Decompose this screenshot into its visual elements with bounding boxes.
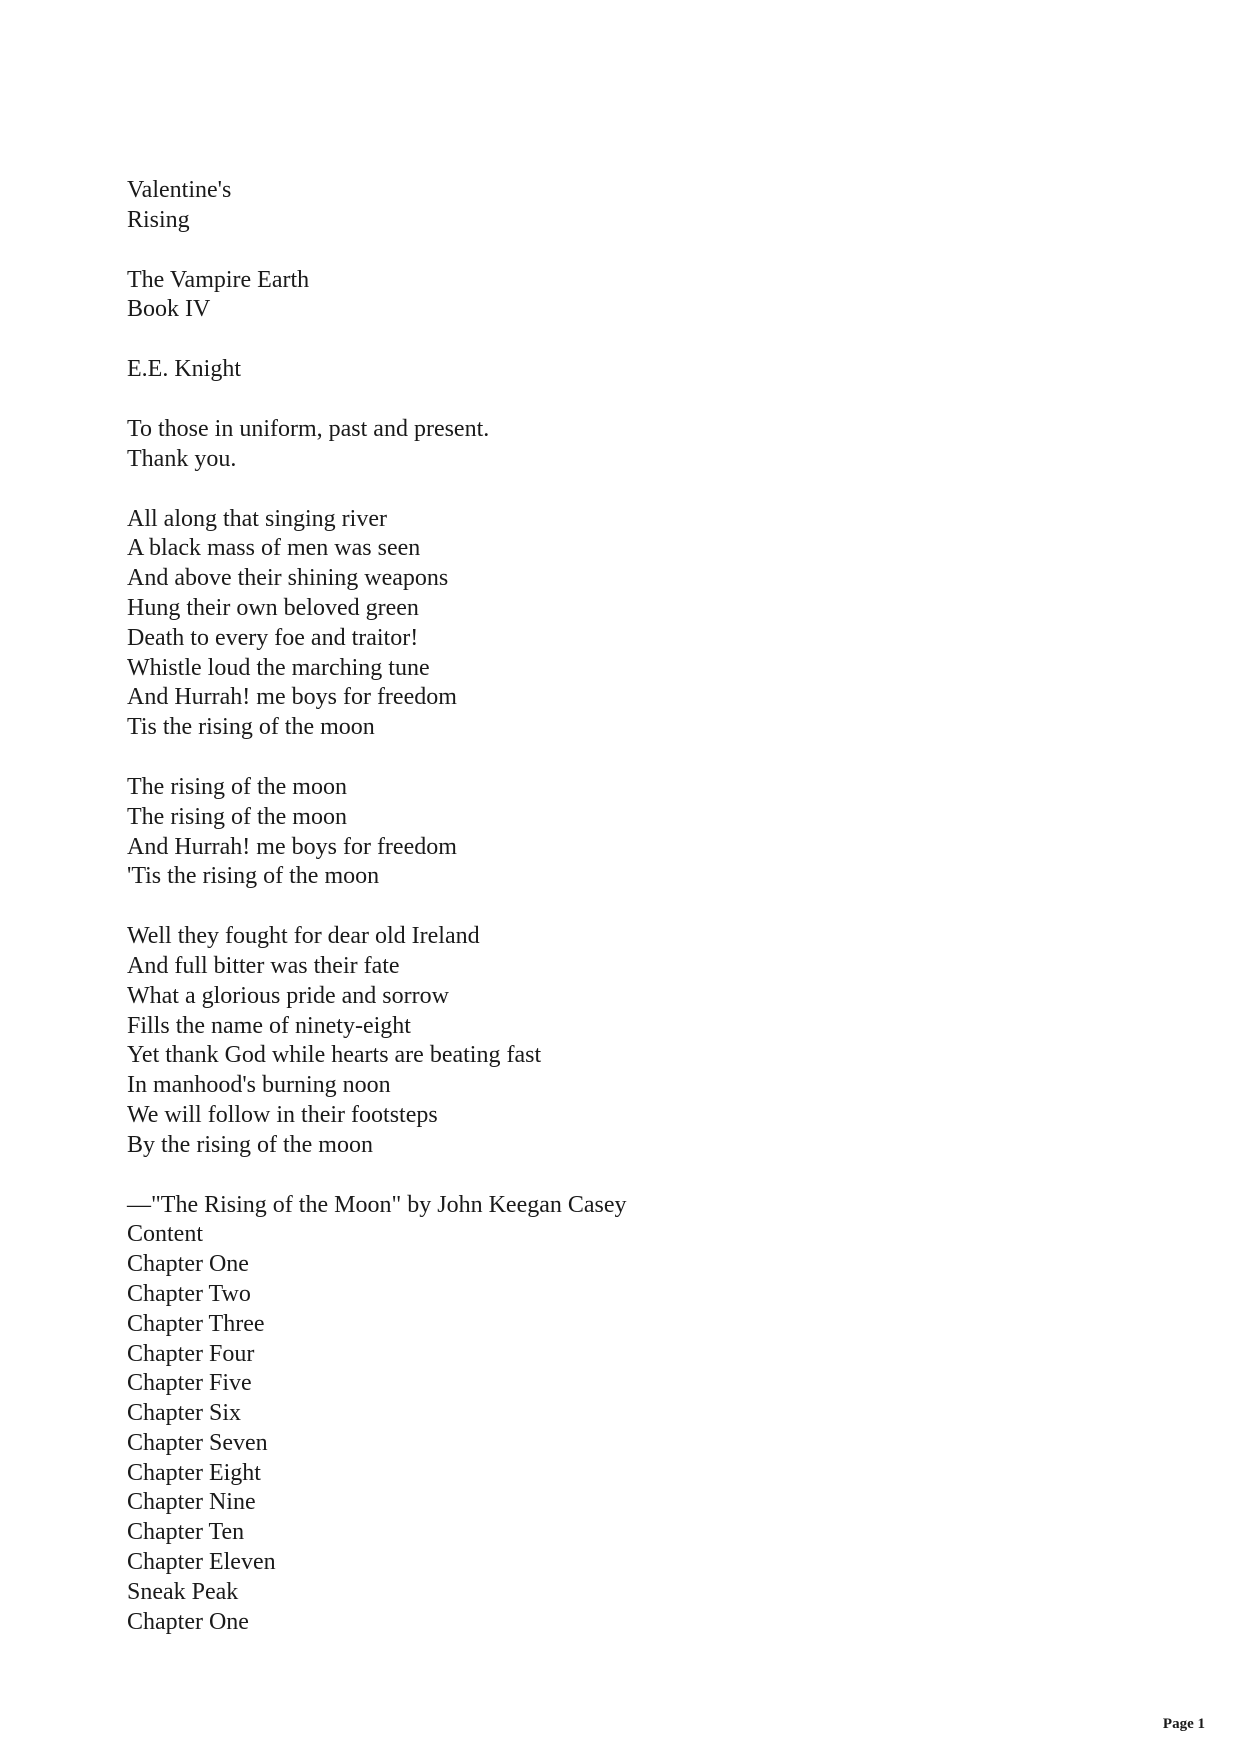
- poem-line: What a glorious pride and sorrow: [127, 982, 449, 1009]
- toc-item[interactable]: Chapter Seven: [127, 1429, 268, 1456]
- attribution-and-toc: [127, 1191, 1127, 1638]
- poem-line: All along that singing river: [127, 505, 387, 532]
- book-title-line-2: Rising: [127, 206, 190, 233]
- document-page: [127, 176, 1127, 1637]
- toc-item[interactable]: Chapter Four: [127, 1340, 255, 1367]
- toc-item[interactable]: Chapter Two: [127, 1280, 251, 1307]
- book-number: Book IV: [127, 296, 211, 323]
- toc-item[interactable]: Chapter Three: [127, 1310, 265, 1337]
- poem-stanza-1: [127, 505, 1127, 743]
- dedication-line: To those in uniform, past and present.: [127, 415, 490, 442]
- poem-line: Yet thank God while hearts are beating fast: [127, 1042, 542, 1069]
- poem-attribution: —"The Rising of the Moon" by John Keegan Casey: [127, 1191, 627, 1218]
- author-block: [127, 355, 1127, 385]
- poem-line: We will follow in their footsteps: [127, 1101, 438, 1128]
- toc-item[interactable]: Chapter Nine: [127, 1489, 256, 1516]
- dedication-block: [127, 415, 1127, 475]
- poem-line: The rising of the moon: [127, 773, 347, 800]
- dedication-line: Thank you.: [127, 445, 237, 472]
- toc-item[interactable]: Chapter One: [127, 1251, 249, 1278]
- series-name: The Vampire Earth: [127, 266, 310, 293]
- poem-line: A black mass of men was seen: [127, 535, 421, 562]
- poem-line: Hung their own beloved green: [127, 594, 419, 621]
- series-block: [127, 266, 1127, 326]
- poem-line: Tis the rising of the moon: [127, 714, 375, 741]
- toc-item[interactable]: Chapter One: [127, 1608, 249, 1635]
- poem-line: By the rising of the moon: [127, 1131, 373, 1158]
- poem-line: And full bitter was their fate: [127, 952, 400, 979]
- page-number: Page 1: [1162, 1716, 1205, 1732]
- author-name: E.E. Knight: [127, 356, 241, 383]
- poem-line: Well they fought for dear old Ireland: [127, 923, 480, 950]
- toc-item[interactable]: Chapter Ten: [127, 1519, 245, 1546]
- poem-line: And Hurrah! me boys for freedom: [127, 833, 457, 860]
- toc-heading: Content: [127, 1221, 203, 1248]
- book-title-line-1: Valentine's: [127, 177, 232, 203]
- poem-line: Whistle loud the marching tune: [127, 654, 430, 681]
- toc-item[interactable]: Chapter Five: [127, 1370, 252, 1397]
- poem-line: Death to every foe and traitor!: [127, 624, 419, 651]
- poem-line: Fills the name of ninety-eight: [127, 1012, 411, 1039]
- toc-item[interactable]: Chapter Six: [127, 1400, 241, 1427]
- poem-line: The rising of the moon: [127, 803, 347, 830]
- toc-item[interactable]: Chapter Eleven: [127, 1549, 276, 1576]
- poem-stanza-3: [127, 922, 1127, 1160]
- poem-line: And above their shining weapons: [127, 565, 449, 592]
- toc-item[interactable]: Chapter Eight: [127, 1459, 261, 1486]
- poem-line: In manhood's burning noon: [127, 1072, 391, 1099]
- table-of-contents: [127, 1250, 1127, 1637]
- title-block: [127, 176, 1127, 236]
- poem-line: And Hurrah! me boys for freedom: [127, 684, 457, 711]
- poem-line: 'Tis the rising of the moon: [127, 863, 380, 890]
- toc-item[interactable]: Sneak Peak: [127, 1578, 239, 1605]
- poem-stanza-2: [127, 773, 1127, 892]
